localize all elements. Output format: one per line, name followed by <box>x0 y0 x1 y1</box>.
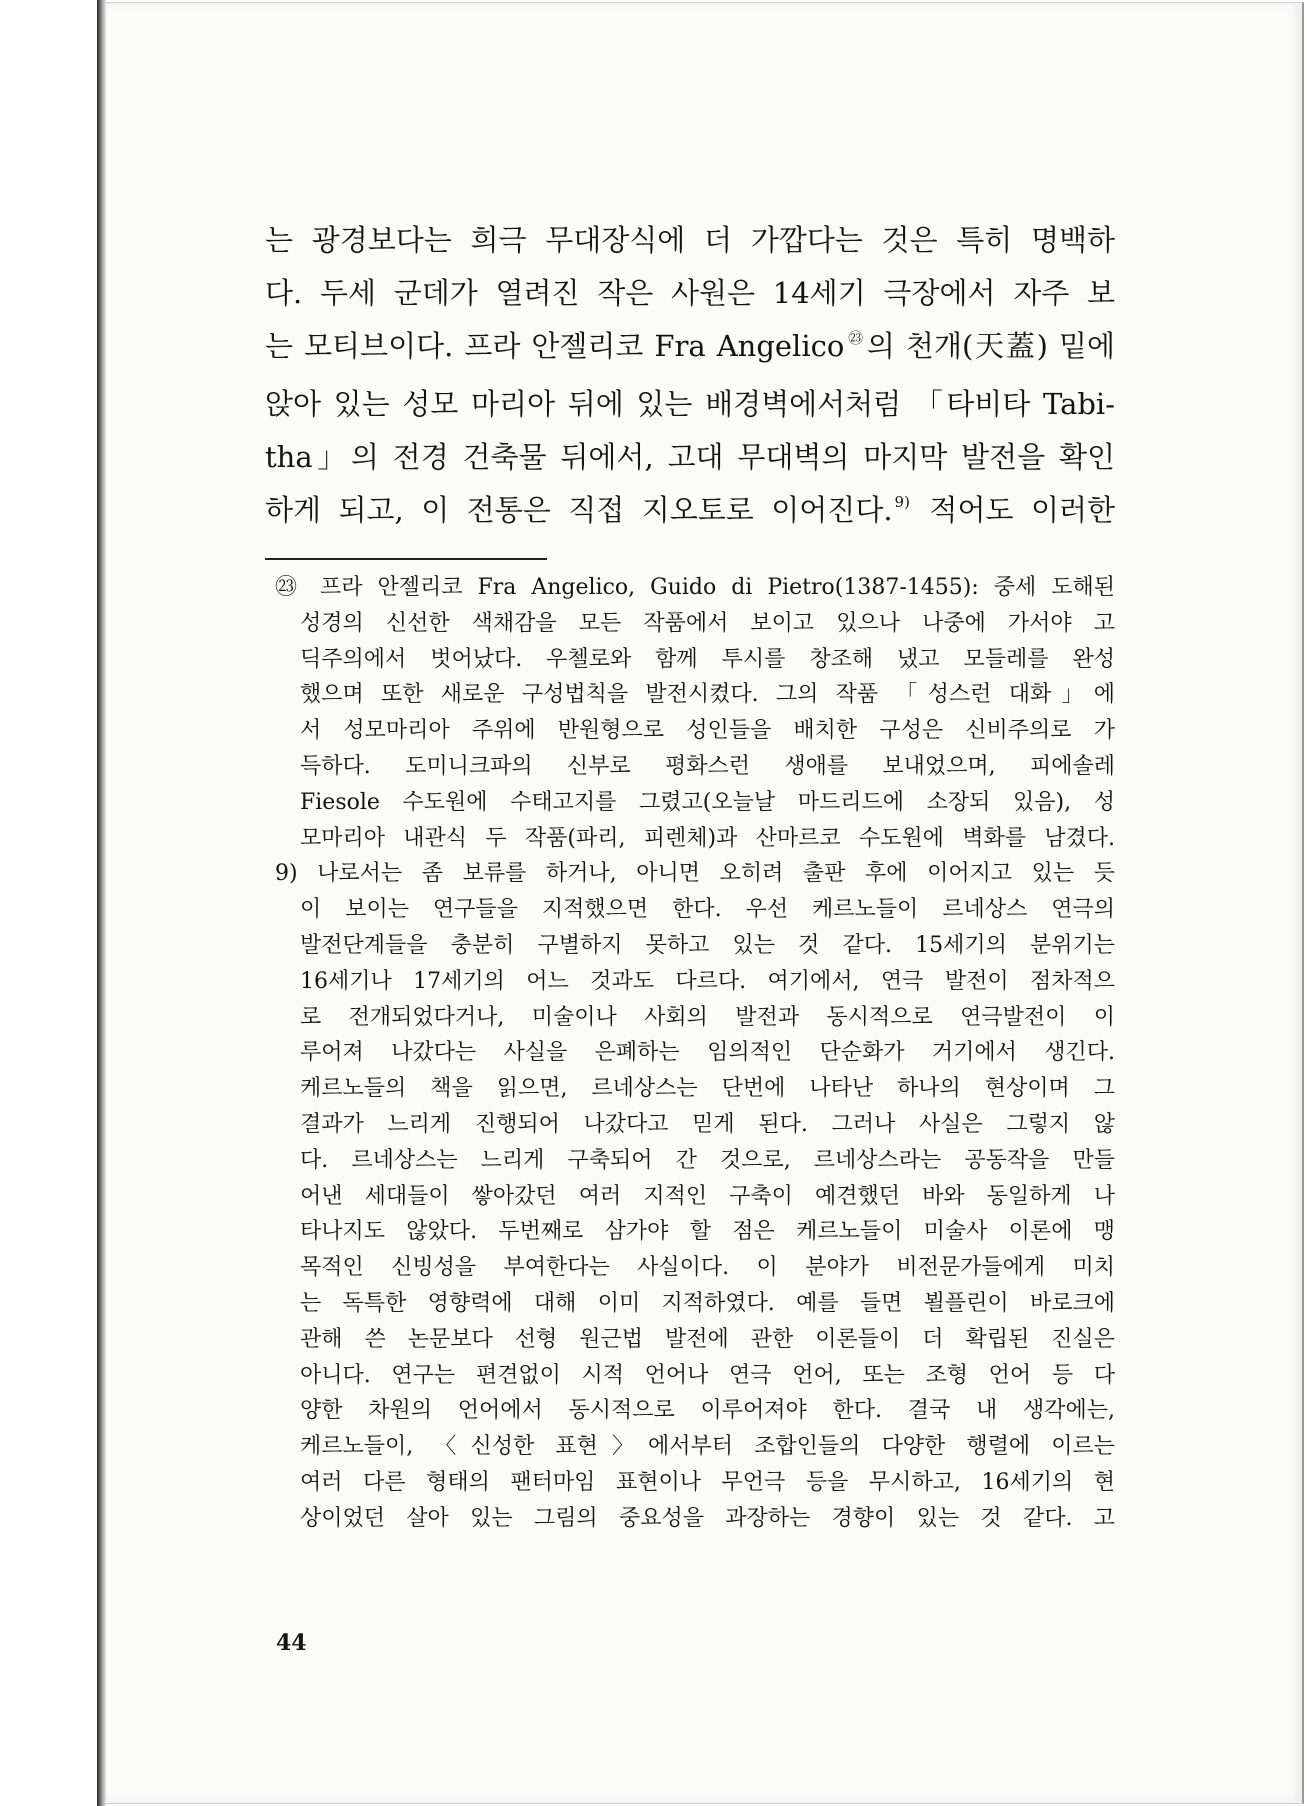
footnote-line: 는 독특한 영향력에 대해 이미 지적하였다. 예를 들면 뵐플린이 바로크에 <box>300 1290 1115 1316</box>
footnote-marker-9: 9) <box>894 493 910 511</box>
body-text <box>265 214 1115 542</box>
footnote-9 <box>275 856 1115 1536</box>
footnote-line: 성경의 신선한 색채감을 모든 작품에서 보이고 있으나 나중에 가서야 고 <box>300 610 1115 636</box>
footnote-line: 모마리아 내관식 두 작품(파리, 피렌체)과 산마르코 수도원에 벽화를 남겼다. <box>300 825 1115 851</box>
footnote-line: 루어져 나갔다는 사실을 은폐하는 임의적인 단순화가 거기에서 생긴다. <box>300 1040 1115 1066</box>
footnote-separator <box>265 558 547 560</box>
footnote-line: 타나지도 않았다. 두번째로 삼가야 할 점은 케르노들이 미술사 이론에 맹 <box>300 1219 1115 1245</box>
footnote-line: 16세기나 17세기의 어느 것과도 다르다. 여기에서, 연극 발전이 점차적으 <box>300 968 1115 994</box>
footnote-line: 서 성모마리아 주위에 반원형으로 성인들을 배치한 구성은 신비주의로 가 <box>300 718 1115 744</box>
body-line-text: 는 모티브이다. 프라 안젤리코 Fra Angelico <box>265 329 845 363</box>
page-number: 44 <box>276 1630 307 1656</box>
footnote-line: ㉓ 프라 안젤리코 Fra Angelico, Guido di Pietro(1387-1455): 중세 도해된 <box>275 575 1115 600</box>
book-spine-shadow <box>97 0 106 1806</box>
footnote-line: 관해 쓴 논문보다 선형 원근법 발전에 관한 이론들이 더 확립된 진실은 <box>300 1326 1115 1352</box>
footnote-line: 상이었던 살아 있는 그림의 중요성을 과장하는 경향이 있는 것 같다. 고 <box>300 1505 1115 1531</box>
footnote-line: 아니다. 연구는 편견없이 시적 언어나 연극 언어, 또는 조형 언어 등 다 <box>300 1362 1115 1388</box>
body-line-text: 적어도 이러한 <box>911 493 1115 527</box>
footnote-line: 케르노들의 책을 읽으면, 르네상스는 단번에 나타난 하나의 현상이며 그 <box>300 1076 1115 1102</box>
footnotes <box>275 570 1115 1537</box>
footnote-line: 9) 나로서는 좀 보류를 하거나, 아니면 오히려 출판 후에 이어지고 있는 듯 <box>275 861 1115 887</box>
footnote-line: 다. 르네상스는 느리게 구축되어 간 것으로, 르네상스라는 공동작을 만들 <box>300 1147 1115 1173</box>
footnote-line: Fiesole 수도원에 수태고지를 그렸고(오늘날 마드리드에 소장되 있음), 성 <box>300 789 1115 815</box>
footnote-line: 딕주의에서 벗어났다. 우첼로와 함께 투시를 창조해 냈고 모들레를 완성 <box>300 646 1115 672</box>
footnote-line: 했으며 또한 새로운 구성법칙을 발전시켰다. 그의 작품 「성스런 대화」에 <box>300 682 1115 708</box>
body-line <box>265 484 1115 542</box>
body-line-text: 하게 되고, 이 전통은 직접 지오토로 이어진다. <box>265 493 893 527</box>
footnote-line: 케르노들이, 〈신성한 표현〉에서부터 조합인들의 다양한 행렬에 이르는 <box>300 1434 1115 1460</box>
footnote-line: 양한 차원의 언어에서 동시적으로 이루어져야 한다. 결국 내 생각에는, <box>300 1398 1115 1424</box>
footnote-line: 여러 다른 형태의 팬터마임 표현이나 무언극 등을 무시하고, 16세기의 현 <box>300 1469 1115 1495</box>
footnote-line: 결과가 느리게 진행되어 나갔다고 믿게 된다. 그러나 사실은 그렇지 않 <box>300 1111 1115 1137</box>
body-line: 다. 두세 군데가 열려진 작은 사원은 14세기 극장에서 자주 보 <box>265 276 1115 310</box>
body-line: tha」의 전경 건축물 뒤에서, 고대 무대벽의 마지막 발전을 확인 <box>265 440 1115 474</box>
footnote-line: 발전단계들을 충분히 구별하지 못하고 있는 것 같다. 15세기의 분위기는 <box>300 932 1115 958</box>
footnote-line: 목적인 신빙성을 부여한다는 사실이다. 이 분야가 비전문가들에게 미치 <box>300 1255 1115 1281</box>
footnote-line: 이 보이는 연구들을 지적했으면 한다. 우선 케르노들이 르네상스 연극의 <box>300 897 1115 923</box>
footnote-marker-23: ㉓ <box>846 329 865 347</box>
body-line: 는 광경보다는 희극 무대장식에 더 가깝다는 것은 특히 명백하 <box>265 223 1115 257</box>
scan-margin <box>0 0 98 1806</box>
footnote-23 <box>275 570 1115 856</box>
body-line: 앉아 있는 성모 마리아 뒤에 있는 배경벽에서처럼 「타비타 Tabi- <box>265 387 1115 421</box>
footnote-line: 득하다. 도미니크파의 신부로 평화스런 생애를 보내었으며, 피에솔레 <box>300 753 1115 779</box>
footnote-line: 로 전개되었다거나, 미술이나 사회의 발전과 동시적으로 연극발전이 이 <box>300 1004 1115 1030</box>
body-line-text: 의 천개(天蓋) 밑에 <box>866 329 1115 363</box>
body-line <box>265 320 1115 378</box>
footnote-line: 어낸 세대들이 쌓아갔던 여러 지적인 구축이 예견했던 바와 동일하게 나 <box>300 1183 1115 1209</box>
